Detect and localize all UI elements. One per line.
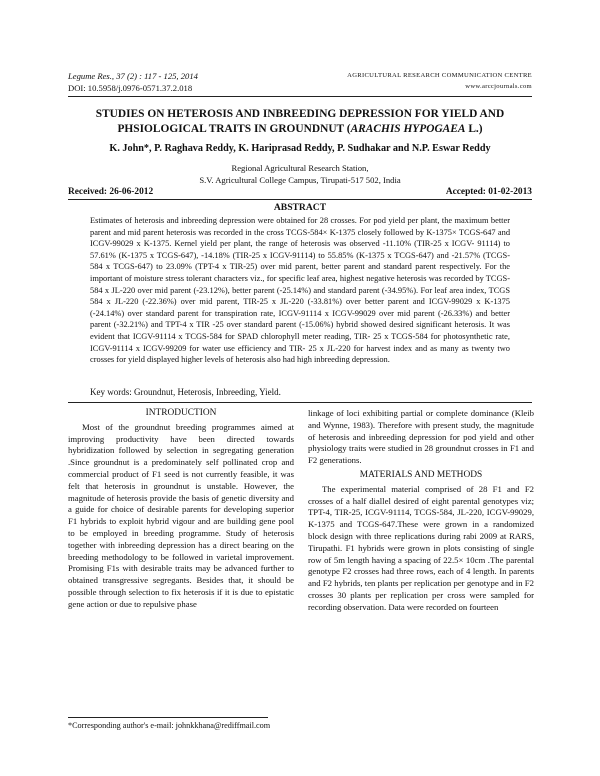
- publisher-website: www.arccjournals.com: [465, 83, 532, 90]
- journal-citation: Legume Res., 37 (2) : 117 - 125, 2014: [68, 71, 198, 81]
- affiliation: [68, 162, 532, 186]
- introduction-heading: INTRODUCTION: [145, 408, 217, 418]
- dates-rule: [68, 199, 532, 200]
- footnote-rule: [68, 717, 268, 718]
- introduction-paragraph: Most of the groundnut breeding programmes aimed at improving productivity have been directed towards hybridization followed by selection in segregating generation .Since groundnut is a predominately self pollinated crop and commercial product of F1 seed is not currently feasible, it was felt that heterosis in groundnut is unstable. However, the magnitude of heterosis provide the basis of genetic diversity and a guide for choice of desirable parents for developing superior F1 hybrids to exploit hybrid vigour and are building gene pool to be employed in breeding programme. Study of heterosis together with inbreeding depression has a direct bearing on the breeding methodology to be followed in varietal improvement. Promising F1s with desirable traits may be advanced further to obtained transgressive segregants. Besides that, it should be possible through selection to fix heterosis if it is due to epistatic gene action or due to repulsive phase: [68, 421, 294, 609]
- paper-title: [68, 107, 532, 137]
- methods-paragraph: The experimental material comprised of 28 F1 and F2 crosses of a half diallel desired of eight parental genotypes viz; TPT-4, TIR-25, ICGV-91114, TCGS-584, JL-220, ICGV-99029, K-1375 and TCGS-647.These were grown in a randomized block design with three replications during rabi 2009 at RARS, Tirupathi. F1 hybrids were grown in plots consisting of single row of 5m length having a spacing of 22.5× 10cm .The parental genotype F2 crosses had three rows, each of 4 length. In parents and F2 hybrids, ten plants per replication per genotype and in F2 crosses 30 plants per replication per cross were sampled for recording observation. Data were recorded on fourteen: [308, 483, 534, 612]
- author-list: K. John*, P. Raghava Reddy, K. Hariprasad Reddy, P. Sudhakar and N.P. Eswar Reddy: [109, 143, 491, 154]
- keywords-rule: [68, 402, 532, 403]
- header-rule: [68, 96, 532, 97]
- publisher-header: [347, 70, 532, 92]
- received-date: Received: 26-06-2012: [68, 187, 154, 197]
- right-column: [308, 408, 534, 614]
- title-line-1: STUDIES ON HETEROSIS AND INBREEDING DEPRESSION FOR YIELD AND: [95, 108, 505, 120]
- corresponding-author-footnote: *Corresponding author's e-mail: johnkkhana@rediffmail.com: [68, 721, 271, 730]
- species-name: ARACHIS HYPOGAEA: [350, 123, 466, 135]
- journal-header: [68, 70, 198, 94]
- abstract-body: Estimates of heterosis and inbreeding depression were obtained for 28 crosses. For pod yield per plant, the maximum better parent and mid parent heterosis was recorded in the cross TCGS-584× K-1375 closely followed by K-1375× TCGS-647 and ICGV-99029 x K-1375. Kernel yield per plant, the range of heterosis was observed -11.10% (TIR-25 x ICGV- 91114) to 57.61% (K-1375 x TCGS-647), -14.18% (TIR-25 x ICGV-91114) to 55.85% (K-1375 x TCGS-647) and -21.57% (TCGS-584 x TCGS-647) to 23.09% (TPT-4 x TIR-25) over mid parent, better parent and standard parent respectively. For the important of moisture stress tolerant characters viz., for specific leaf area, highest negative heterosis was recorded by TCGS-584 x JL-220 over mid parent (-23.12%), better parent (-25.14%) and standard parent (-34.95%). For leaf area index, TCGS 584 x JL-220 (-22.36%) over mid parent, TIR-25 x JL-220 (-33.81%) over better parent and ICGV-99029 x K-1375 (-24.14%) over standard parent for transpiration rate, ICGV-91114 x ICGV-99029 over mid parent (-26.33%) and better parent (-32.21%) and TPT-4 x TIR -25 over standard parent (-15.06%) hybrid showed desired significant heterosis. It was evident that ICGV-91114 x TCGS-584 for SPAD chlorophyll meter reading, TIR- 25 x TCGS-584 for photosynthetic rate, ICGV-91114 x ICGV-99209 for water use efficiency and TIR- 25 x JL-220 for harvest index and as many as twenty two crosses for yield displayed higher levels of heterosis also had high inbreeding depression.: [90, 216, 510, 365]
- affiliation-line-1: Regional Agricultural Research Station,: [231, 163, 369, 173]
- keywords: Key words: Groundnut, Heterosis, Inbreeding, Yield.: [90, 387, 281, 397]
- affiliation-line-2: S.V. Agricultural College Campus, Tirupati-517 502, India: [199, 175, 401, 185]
- abstract-heading: ABSTRACT: [273, 202, 327, 213]
- doi: DOI: 10.5958/j.0976-0571.37.2.018: [68, 83, 193, 93]
- publisher-name: AGRICULTURAL RESEARCH COMMUNICATION CENTRE: [347, 72, 532, 79]
- introduction-continued-paragraph: linkage of loci exhibiting partial or complete dominance (Kleib and Wynne, 1983). Therefore with present study, the magnitude of heterosis and inbreeding depression for pod yield and other physiology traits were studied in 28 groundnut crosses in F1 and F2 generations.: [308, 408, 534, 466]
- accepted-date: Accepted: 01-02-2013: [445, 187, 532, 197]
- left-column: [68, 408, 294, 611]
- title-line-2: PHSIOLOGICAL TRAITS IN GROUNDNUT (ARACHIS HYPOGAEA L.): [117, 123, 483, 135]
- methods-heading: MATERIALS AND METHODS: [359, 469, 483, 480]
